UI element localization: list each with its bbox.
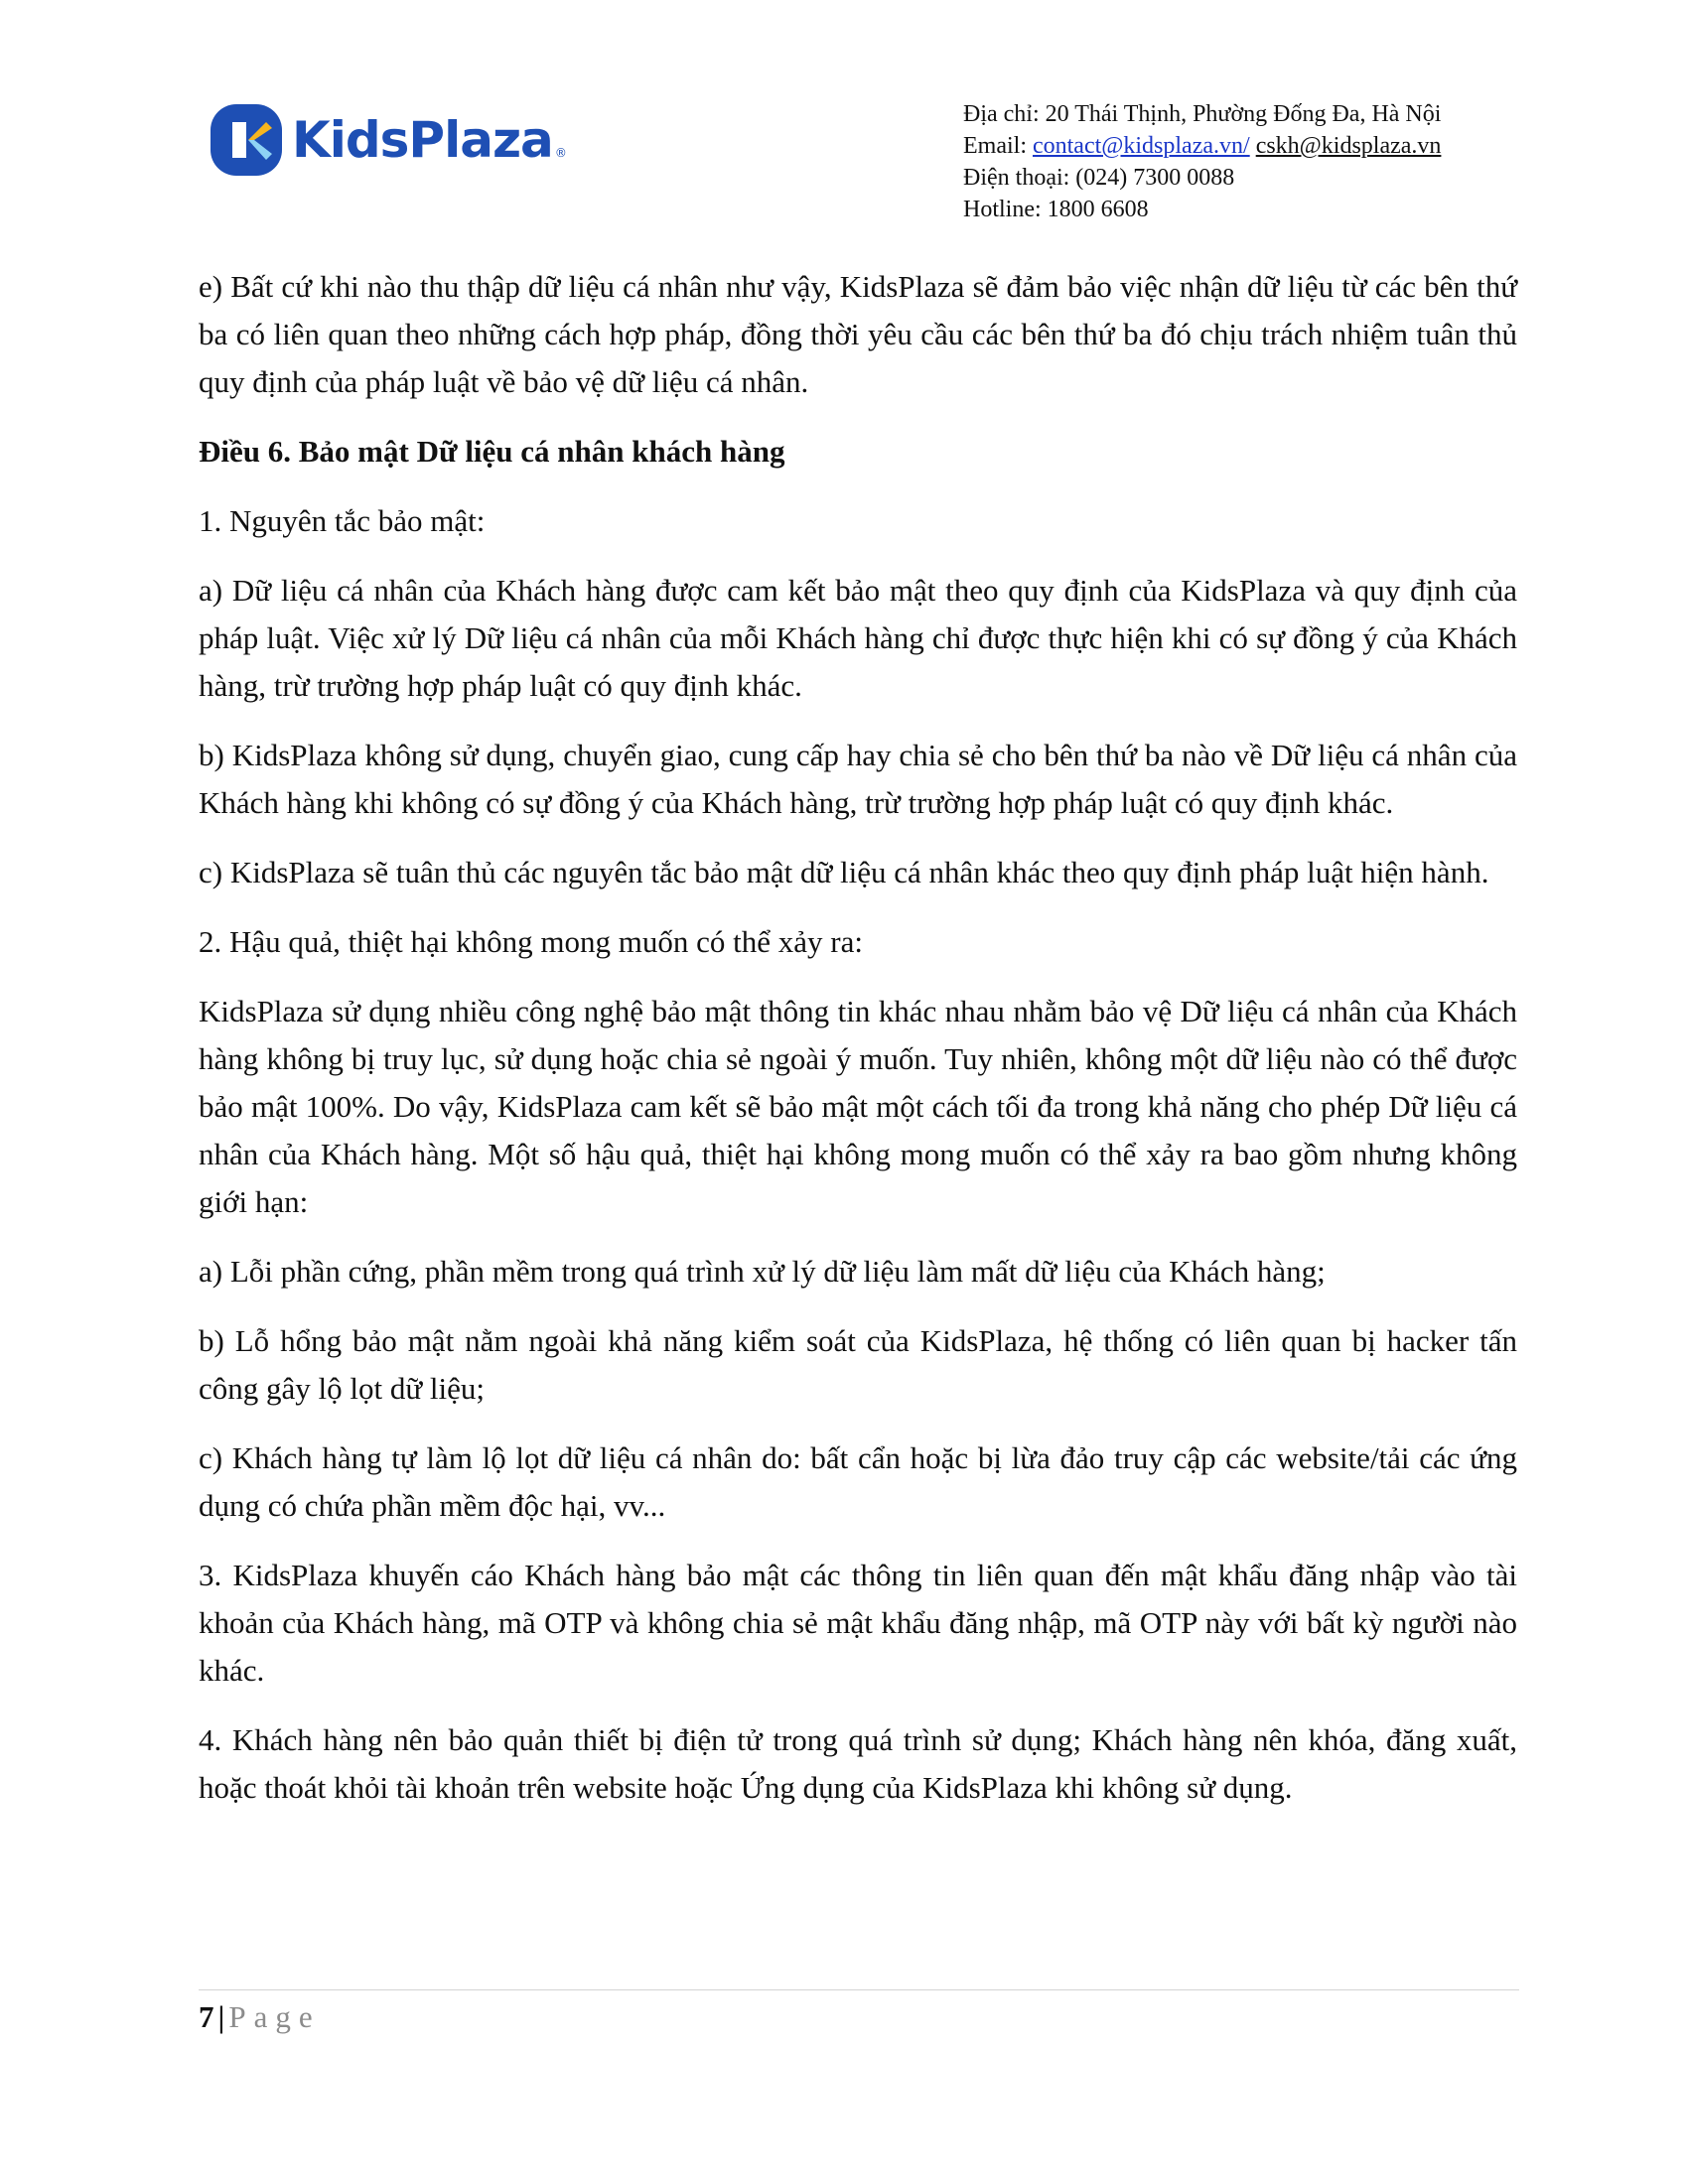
kidsplaza-logo-icon [211, 104, 282, 176]
footer-divider [199, 1989, 1519, 1990]
logo-registered-mark: ® [554, 146, 567, 160]
email-link-contact[interactable]: contact@kidsplaza.vn/ [1032, 133, 1250, 159]
document-body [199, 263, 1517, 1834]
header-hotline: Hotline: 1800 6608 [963, 197, 1149, 222]
email-label: Email: [963, 133, 1033, 159]
paragraph-e: e) Bất cứ khi nào thu thập dữ liệu cá nhân như vậy, KidsPlaza sẽ đảm bảo việc nhận dữ liệu từ các bên thứ ba có liên quan theo những cách hợp pháp, đồng thời yêu cầu các bên thứ ba đó chịu trách nhiệm tuân thủ quy định của pháp luật về bảo vệ dữ liệu cá nhân. [199, 269, 1517, 399]
email-link-cskh[interactable]: cskh@kidsplaza.vn [1255, 133, 1442, 159]
page-footer [199, 1997, 321, 2037]
section-4: 4. Khách hàng nên bảo quản thiết bị điện tử trong quá trình sử dụng; Khách hàng nên khóa, đăng xuất, hoặc thoát khỏi tài khoản trên website hoặc Ứng dụng của KidsPlaza khi không sử dụng. [199, 1722, 1517, 1805]
logo-wordmark: KidsPlaza [292, 111, 553, 169]
page-label: Page [228, 1999, 321, 2034]
section-2-a: a) Lỗi phần cứng, phần mềm trong quá trình xử lý dữ liệu làm mất dữ liệu của Khách hàng; [199, 1254, 1326, 1289]
section-2-intro: KidsPlaza sử dụng nhiều công nghệ bảo mật thông tin khác nhau nhằm bảo vệ Dữ liệu cá nhân của Khách hàng không bị truy lục, sử dụng hoặc chia sẻ ngoài ý muốn. Tuy nhiên, không một dữ liệu nào có thể được bảo mật 100%. Do vậy, KidsPlaza cam kết sẽ bảo mật một cách tối đa trong khả năng cho phép Dữ liệu cá nhân của Khách hàng. Một số hậu quả, thiệt hại không mong muốn có thể xảy ra bao gồm nhưng không giới hạn: [199, 994, 1517, 1219]
article-heading: Điều 6. Bảo mật Dữ liệu cá nhân khách hàng [199, 434, 785, 469]
header-email-line [963, 130, 1441, 162]
section-1-c: c) KidsPlaza sẽ tuân thủ các nguyên tắc bảo mật dữ liệu cá nhân khác theo quy định pháp luật hiện hành. [199, 855, 1489, 889]
section-2-title: 2. Hậu quả, thiệt hại không mong muốn có thể xảy ra: [199, 924, 863, 959]
section-1-b: b) KidsPlaza không sử dụng, chuyển giao, cung cấp hay chia sẻ cho bên thứ ba nào về Dữ liệu cá nhân của Khách hàng khi không có sự đồng ý của Khách hàng, trừ trường hợp pháp luật có quy định khác. [199, 738, 1517, 820]
header-contact-info [963, 98, 1441, 225]
header-phone: Điện thoại: (024) 7300 0088 [963, 165, 1235, 191]
kidsplaza-logo [211, 104, 567, 176]
section-1-a: a) Dữ liệu cá nhân của Khách hàng được cam kết bảo mật theo quy định của KidsPlaza và quy định của pháp luật. Việc xử lý Dữ liệu cá nhân của mỗi Khách hàng chỉ được thực hiện khi có sự đồng ý của Khách hàng, trừ trường hợp pháp luật có quy định khác. [199, 573, 1517, 703]
page-number: 7 [199, 1999, 214, 2034]
footer-separator: | [217, 1999, 225, 2034]
section-2-c: c) Khách hàng tự làm lộ lọt dữ liệu cá nhân do: bất cẩn hoặc bị lừa đảo truy cập các website/tải các ứng dụng có chứa phần mềm độc hại, vv... [199, 1440, 1517, 1523]
header-address: Địa chỉ: 20 Thái Thịnh, Phường Đống Đa, Hà Nội [963, 101, 1442, 127]
section-1-title: 1. Nguyên tắc bảo mật: [199, 503, 486, 538]
section-2-b: b) Lỗ hổng bảo mật nằm ngoài khả năng kiểm soát của KidsPlaza, hệ thống có liên quan bị hacker tấn công gây lộ lọt dữ liệu; [199, 1323, 1517, 1406]
section-3: 3. KidsPlaza khuyến cáo Khách hàng bảo mật các thông tin liên quan đến mật khẩu đăng nhập vào tài khoản của Khách hàng, mã OTP và không chia sẻ mật khẩu đăng nhập, mã OTP này với bất kỳ người nào khác. [199, 1558, 1517, 1688]
